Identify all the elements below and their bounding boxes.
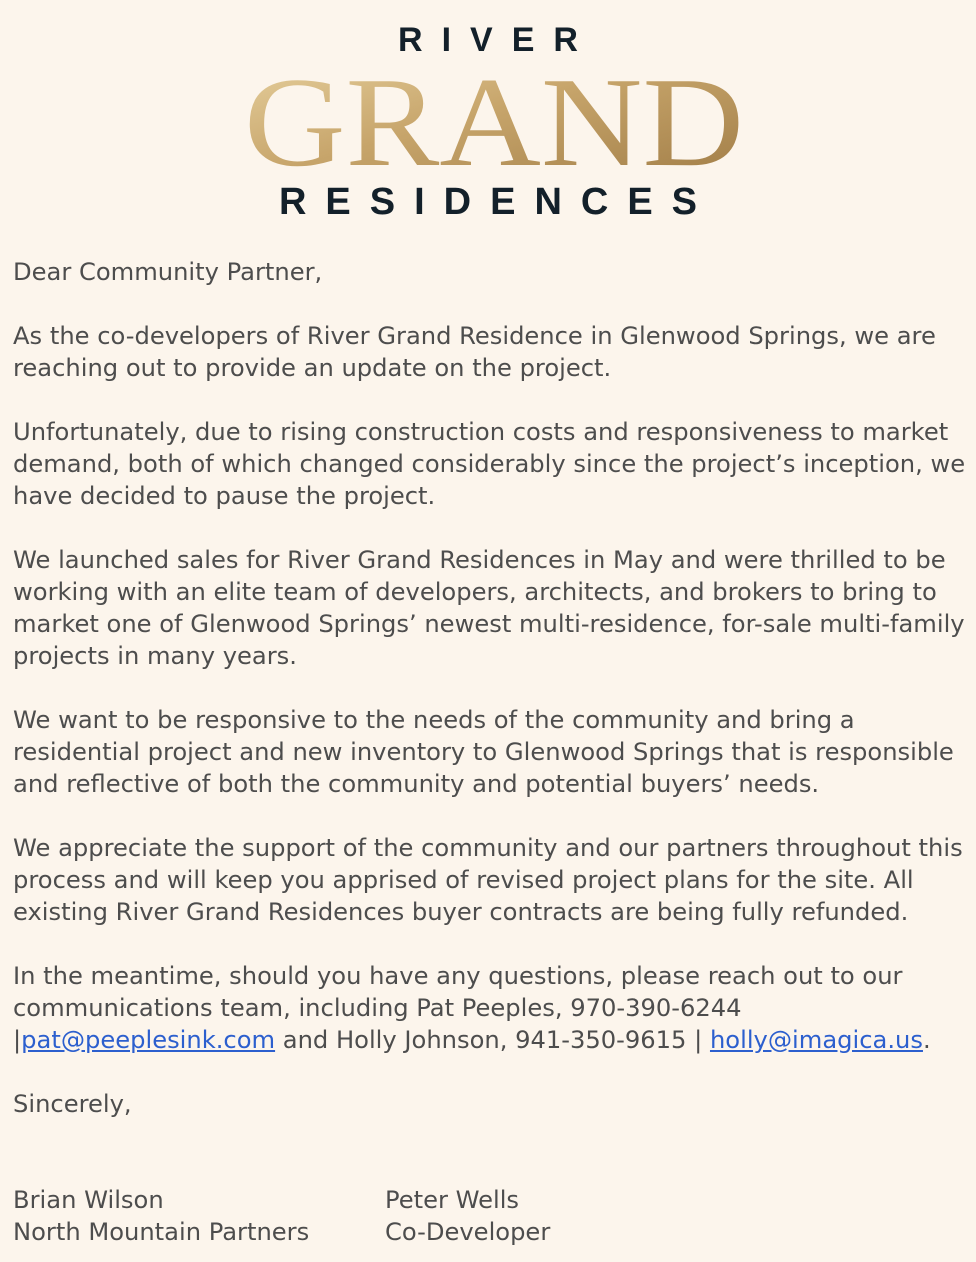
contact-intro: In the meantime, should you have any questions, please reach out to our communications team, including Pat Peeples, 970-390-6244 (13, 962, 903, 1022)
letter-body (13, 256, 976, 1152)
paragraph-contact (13, 960, 976, 1056)
signer-name: Brian Wilson (13, 1186, 164, 1214)
signer-title: Co-Developer (385, 1218, 551, 1246)
logo-grand-text: GRAND (244, 58, 744, 178)
greeting: Dear Community Partner, (13, 258, 323, 286)
river-grand-logo (0, 0, 976, 240)
paragraph-pause: Unfortunately, due to rising construction costs and responsiveness to market demand, both of which changed considerably since the project’s inception, we have decided to pause the project. (13, 418, 966, 510)
closing: Sincerely, (13, 1090, 132, 1118)
signer-name: Peter Wells (385, 1186, 520, 1214)
logo-residences-text: RESIDENCES (278, 181, 717, 223)
logo-grand-wordmark (238, 58, 750, 178)
paragraph-community: We want to be responsive to the needs of the community and bring a residential project and new inventory to Glenwood Springs that is responsible and reflective of both the community and potential buyers’ needs. (13, 706, 954, 798)
logo-river-text: RIVER (398, 21, 597, 59)
holly-email-link[interactable]: holly@imagica.us (709, 1026, 923, 1054)
signer-title: North Mountain Partners (13, 1218, 310, 1246)
signature-peter-wells (385, 1184, 550, 1248)
signature-brian-wilson (13, 1184, 309, 1248)
contact-separator: | (13, 1026, 22, 1054)
pat-email-link[interactable]: pat@peeplesink.com (21, 1026, 276, 1054)
signature-block (13, 1184, 976, 1248)
contact-middle: and Holly Johnson, 941-350-9615 | (275, 1026, 710, 1054)
contact-end: . (922, 1026, 931, 1054)
paragraph-update: As the co-developers of River Grand Residence in Glenwood Springs, we are reaching out to provide an update on the project. (13, 322, 936, 382)
paragraph-sales: We launched sales for River Grand Residences in May and were thrilled to be working with an elite team of developers, architects, and brokers to bring to market one of Glenwood Springs’ newest multi-residence, for-sale multi-family projects in many years. (13, 546, 965, 670)
paragraph-appreciation: We appreciate the support of the community and our partners throughout this process and will keep you apprised of revised project plans for the site. All existing River Grand Residences buyer contracts are being fully refunded. (13, 834, 963, 926)
